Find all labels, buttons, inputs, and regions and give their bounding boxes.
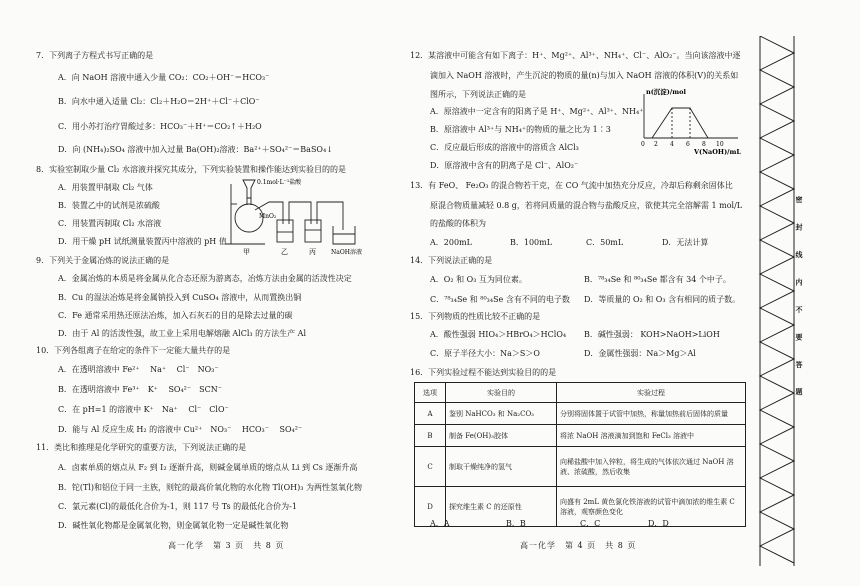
q7-option-b: B．向水中通入适量 Cl₂：Cl₂＋H₂O＝2H⁺＋Cl⁻＋ClO⁻ xyxy=(58,97,260,106)
table-header-procedure: 实验过程 xyxy=(557,383,746,403)
q12-option-c: C．反应最后形成的溶液中的溶质含 AlCl₃ xyxy=(430,143,579,152)
q8-option-c: C．用装置丙制取 Cl₂ 水溶液 xyxy=(58,219,162,228)
table-cell: A xyxy=(415,403,446,425)
q10-option-c: C．在 pH=1 的溶液中 K⁺ Na⁺ Cl⁻ ClO⁻ xyxy=(58,405,229,414)
table-cell: 探究维生素 C 的还原性 xyxy=(446,487,557,527)
question-14: 14．下列说法正确的是 xyxy=(410,256,493,265)
q8-option-d: D．用干燥 pH 试纸测量装置丙中溶液的 pH 值 xyxy=(58,237,227,246)
question-11: 11．类比和推理是化学研究的重要方法，下列说法正确的是 xyxy=(36,443,247,452)
left-page-footer: 高一化学 第 3 页 共 8 页 xyxy=(168,541,285,550)
graph-tick: 10 xyxy=(716,141,724,148)
graph-tick: 4 xyxy=(670,141,674,148)
right-page-footer: 高一化学 第 4 页 共 8 页 xyxy=(520,541,637,550)
q16-option-c: C．C xyxy=(580,519,601,528)
table-cell: 制备 Fe(OH)₃胶体 xyxy=(446,425,557,447)
q11-option-a: A．卤素单质的熔点从 F₂ 到 I₂ 逐渐升高，则碱金属单质的熔点从 Li 到 Cs 逐渐升高 xyxy=(58,463,358,472)
q13-option-b: B．100mL xyxy=(510,238,553,247)
table-cell: D xyxy=(415,487,446,527)
naoh-solution-label: NaOH溶液 xyxy=(331,249,362,256)
question-12-line3: 图所示，下列说法正确的是 xyxy=(430,90,526,99)
q11-option-c: C．氯元素(Cl)的最低化合价为-1，则 117 号 Ts 的最低化合价为-1 xyxy=(58,502,297,511)
q14-option-c: C．⁷⁸₃₄Se 和 ⁸⁰₃₄Se 含有不同的电子数 xyxy=(430,295,570,304)
question-9: 9．下列关于金属冶炼的说法正确的是 xyxy=(36,256,170,265)
question-13-line3: 的盐酸的体积为 xyxy=(430,219,486,228)
apparatus-diagram xyxy=(225,174,375,258)
q15-option-b: B．碱性强弱： KOH>NaOH>LiOH xyxy=(584,330,720,339)
q14-option-b: B．⁷⁸₃₄Se 和 ⁸⁰₃₄Se 都含有 34 个中子。 xyxy=(584,275,731,284)
table-row xyxy=(415,425,746,447)
table-cell: C xyxy=(415,447,446,487)
table-cell: 鉴别 NaHCO₃ 和 Na₂CO₃ xyxy=(446,403,557,425)
q12-option-a: A．原溶液中一定含有的阳离子是 H⁺、Mg²⁺、Al³⁺、NH₄⁺ xyxy=(430,107,644,116)
q15-option-d: D．金属性强弱：Na＞Mg＞Al xyxy=(584,349,696,358)
q12-option-d: D．原溶液中含有的阴离子是 Cl⁻、AlO₂⁻ xyxy=(430,161,579,170)
q11-option-b: B．铊(Tl)和铝位于同一主族，则铊的最高价氧化物的水化物 Tl(OH)₃ 为两性氢氧化物 xyxy=(58,483,362,492)
q9-option-c: C．Fe 通常采用热还原法冶炼，加入石灰石的目的是除去过量的碳 xyxy=(58,311,293,320)
q13-option-d: D．无法计算 xyxy=(662,238,709,247)
q10-option-b: B．在透明溶液中 Fe³⁺ K⁺ SO₄²⁻ SCN⁻ xyxy=(58,385,222,394)
graph-y-label: n(沉淀)/mol xyxy=(646,88,686,96)
q13-option-c: C．50mL xyxy=(586,238,624,247)
apparatus-bing-label: 丙 xyxy=(309,248,316,256)
table-cell: 制取干燥纯净的氢气 xyxy=(446,447,557,487)
q16-option-d: D．D xyxy=(648,519,669,528)
q7-option-c: C．用小苏打治疗胃酸过多：HCO₃⁻＋H⁺＝CO₂↑＋H₂O xyxy=(58,122,262,131)
table-cell: 向盛有 2mL 黄色氯化铁溶液的试管中滴加浓的维生素 C 溶液，观察颜色变化 xyxy=(557,487,746,527)
graph-tick: 6 xyxy=(686,141,690,148)
q16-option-b: B．B xyxy=(506,519,526,528)
experiment-table xyxy=(414,382,746,527)
question-8: 8．实验室制取少量 Cl₂ 水溶液并探究其成分，下列实验装置和操作能达到实验目的的是 xyxy=(36,165,347,174)
table-row xyxy=(415,403,746,425)
graph-tick: 2 xyxy=(654,141,658,148)
question-10: 10．下列各组离子在给定的条件下一定能大量共存的是 xyxy=(36,346,231,355)
q10-option-d: D．能与 Al 反应生成 H₂ 的溶液中 Cu²⁺ NO₃⁻ HCO₃⁻ SO₄²⁻ xyxy=(58,425,303,434)
q7-option-d: D．向 (NH₄)₂SO₄ 溶液中加入过量 Ba(OH)₂溶液：Ba²⁺＋SO₄²⁻＝BaSO₄↓ xyxy=(58,145,333,154)
question-16: 16．下列实验过程不能达到实验目的的是 xyxy=(410,368,557,377)
q13-option-a: A．200mL xyxy=(430,238,472,247)
q10-option-a: A．在透明溶液中 Fe²⁺ Na⁺ Cl⁻ NO₃⁻ xyxy=(58,365,219,374)
table-header-purpose: 实验目的 xyxy=(446,383,557,403)
question-13-line1: 13．有 FeO、 Fe₂O₃ 的混合物若干克，在 CO 气流中加热充分反应，冷却后称剩余固体比 xyxy=(410,181,733,190)
q9-option-a: A．金属冶炼的本质是将金属从化合态还原为游离态，冶炼方法由金属的活泼性决定 xyxy=(58,274,352,283)
table-header-option: 选项 xyxy=(415,383,446,403)
q15-option-c: C．原子半径大小：Na＞S＞O xyxy=(430,349,540,358)
hcl-label: 0.1mol·L⁻¹盐酸 xyxy=(257,179,302,186)
q15-option-a: A．酸性强弱 HIO₄＞HBrO₄＞HClO₄ xyxy=(430,330,567,339)
question-7: 7．下列离子方程式书写正确的是 xyxy=(36,51,154,60)
graph-tick: 8 xyxy=(702,141,706,148)
q7-option-a: A．向 NaOH 溶液中通入少量 CO₂：CO₂＋OH⁻＝HCO₃⁻ xyxy=(58,73,270,82)
precipitate-graph xyxy=(634,86,752,156)
apparatus-jia-label: 甲 xyxy=(243,248,250,256)
q11-option-d: D．碱性氧化物都是金属氧化物，则金属氧化物一定是碱性氧化物 xyxy=(58,521,289,530)
table-cell: B xyxy=(415,425,446,447)
q14-option-a: A．O₂ 和 O₃ 互为同位素。 xyxy=(430,275,527,284)
table-cell: 将浓 NaOH 溶液滴加到饱和 FeCl₃ 溶液中 xyxy=(557,425,746,447)
table-cell: 分别将固体置于试管中加热，称量加热前后固体的质量 xyxy=(557,403,746,425)
q14-option-d: D．等质量的 O₂ 和 O₃ 含有相同的质子数。 xyxy=(584,295,741,304)
graph-x-label: V(NaOH)/mL xyxy=(694,148,741,156)
apparatus-yi-label: 乙 xyxy=(281,248,288,256)
q16-option-a: A．A xyxy=(430,519,450,528)
q9-option-b: B．Cu 的湿法冶炼是将金属钠投入到 CuSO₄ 溶液中，从而置换出铜 xyxy=(58,293,302,302)
q8-option-a: A．用装置甲制取 Cl₂ 气体 xyxy=(58,183,153,192)
seal-line-warning: 密 封 线 内 不 要 答 题 xyxy=(795,196,804,405)
q8-option-b: B．装置乙中的试剂是浓硫酸 xyxy=(58,201,160,210)
question-13-line2: 原混合物质量减轻 0.8 g，若将同质量的混合物与盐酸反应，欲使其完全溶解需 1 mol/L xyxy=(430,201,743,210)
table-cell: 向稀盐酸中加入锌粒，将生成的气体依次通过 NaOH 溶液、浓硫酸，然后收集 xyxy=(557,447,746,487)
q12-option-b: B．原溶液中 Al³⁺与 NH₄⁺的物质的量之比为 1∶3 xyxy=(430,125,611,134)
mno2-label: MnO₂ xyxy=(259,213,277,220)
question-15: 15．下列物质的性质比较不正确的是 xyxy=(410,312,541,321)
q9-option-d: D．由于 Al 的活泼性强，故工业上采用电解熔融 AlCl₃ 的方法生产 Al xyxy=(58,329,307,338)
table-row xyxy=(415,447,746,487)
question-12-line2: 滴加入 NaOH 溶液时，产生沉淀的物质的量(n)与加入 NaOH 溶液的体积(V)的关系如 xyxy=(430,71,739,80)
question-12-line1: 12．某溶液中可能含有如下离子：H⁺、Mg²⁺、Al³⁺、NH₄⁺、Cl⁻、AlO₂⁻。当向该溶液中逐 xyxy=(410,51,741,60)
graph-tick: 0 xyxy=(641,141,645,148)
